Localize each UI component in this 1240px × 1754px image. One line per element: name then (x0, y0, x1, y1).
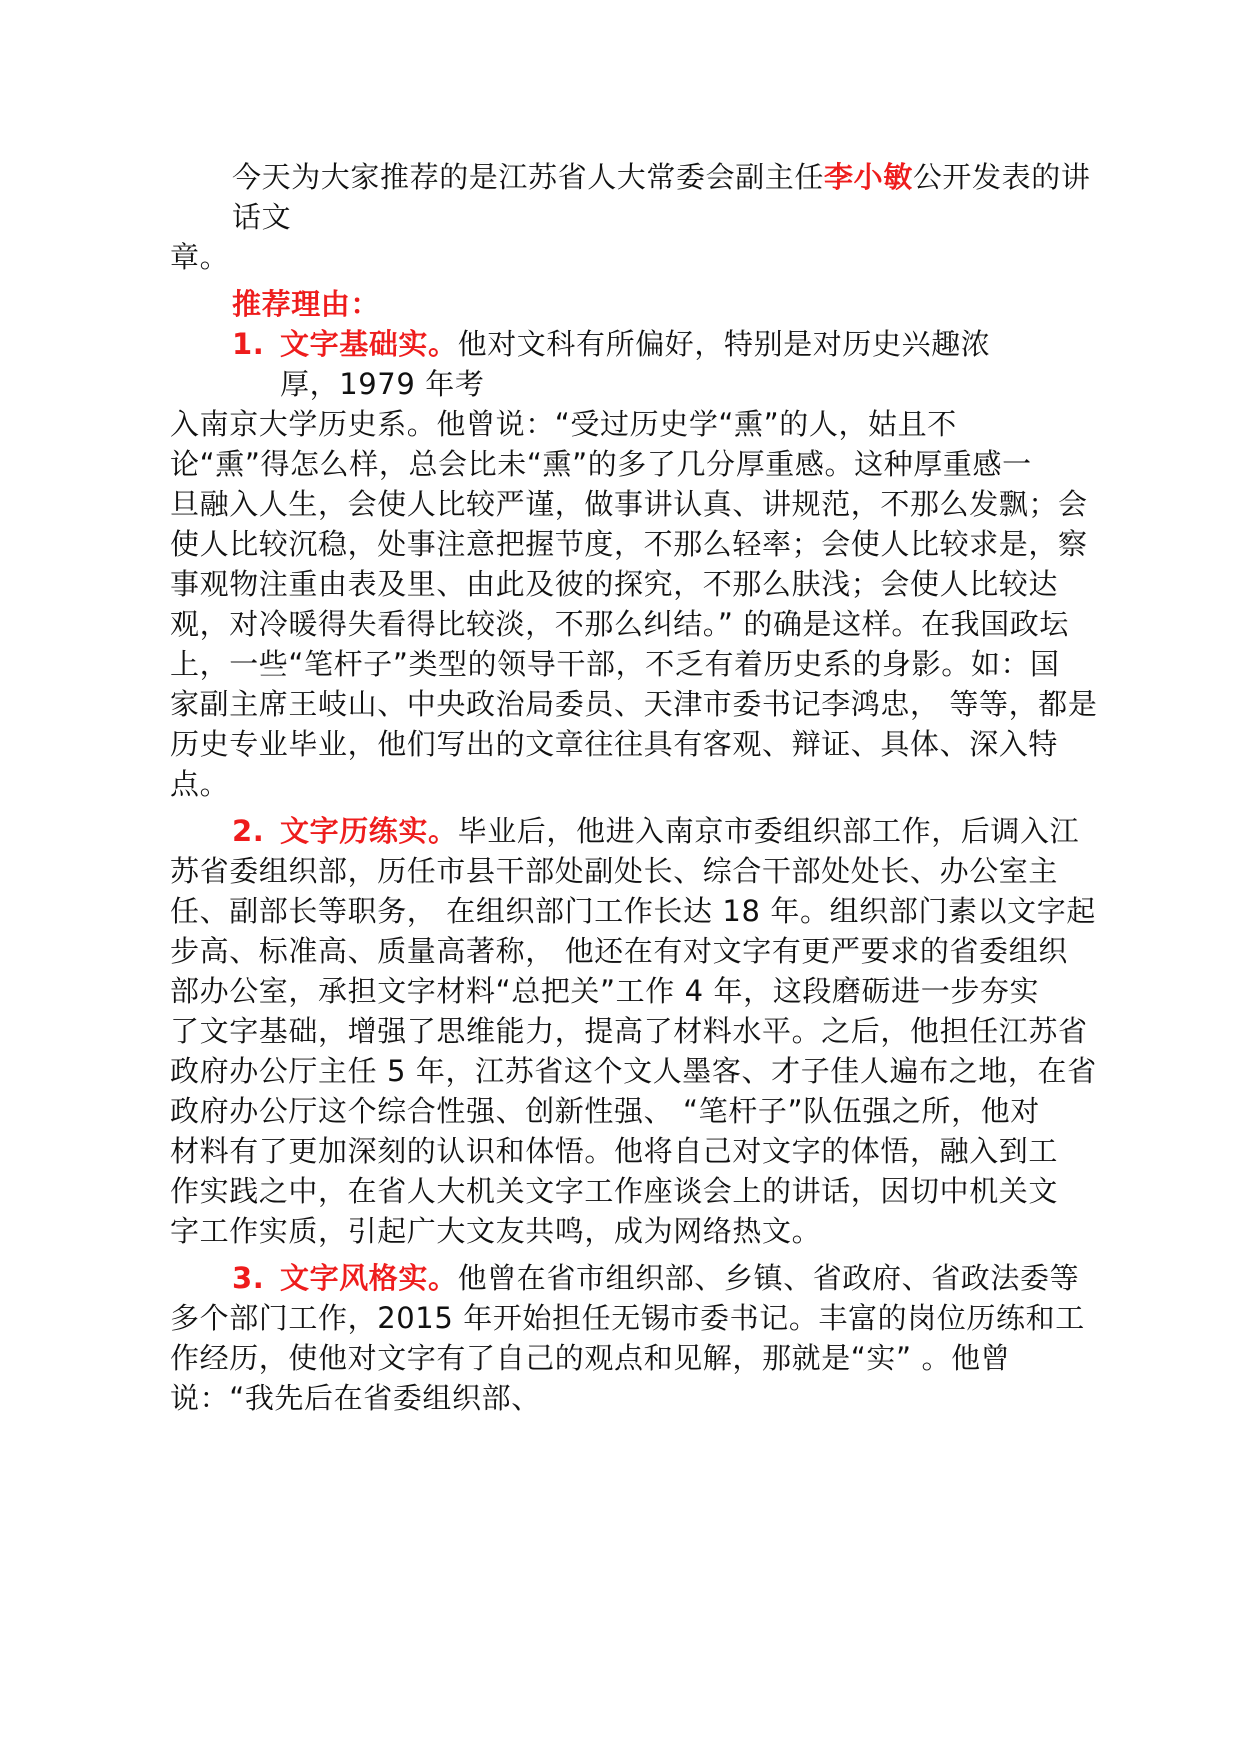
item3-line: 多个部门工作，2015 年开始担任无锡市委书记。丰富的岗位历练和工 (170, 1301, 1085, 1335)
item3-number: 3. (232, 1261, 265, 1295)
item2-line: 政府办公厅这个综合性强、创新性强、 “笔杆子”队伍强之所，他对 (170, 1094, 1040, 1128)
item1-line: 家副主席王岐山、中央政治局委员、天津市委书记李鸿忠， 等等，都是 (170, 687, 1098, 721)
item2-line: 部办公室，承担文字材料“总把关”工作 4 年，这段磨砺进一步夯实 (170, 974, 1040, 1008)
item3-line: 作经历，使他对文字有了自己的观点和见解，那就是“实” 。他曾 (170, 1341, 1011, 1375)
reasons-heading: 推荐理由： (232, 287, 381, 321)
item1-title: 文字基础实。 (280, 327, 458, 361)
person-name-highlight: 李小敏 (824, 160, 913, 194)
item2-line: 苏省委组织部，历任市县干部处副处长、综合干部处处长、办公室主 (170, 854, 1059, 888)
item1-line: 旦融入人生，会使人比较严谨，做事讲认真、讲规范，不那么发飘；会 (170, 487, 1088, 521)
intro-text-b: 公开发表的讲 (912, 160, 1091, 194)
item2-line: 材料有了更加深刻的认识和体悟。他将自己对文字的体悟，融入到工 (170, 1134, 1059, 1168)
item2-first-line (232, 810, 1079, 852)
intro-line-1 (232, 156, 1090, 198)
item2-line: 了文字基础，增强了思维能力，提高了材料水平。之后，他担任江苏省 (170, 1014, 1088, 1048)
item1-line: 事观物注重由表及里、由此及彼的探究，不那么肤浅；会使人比较达 (170, 567, 1059, 601)
item2-number: 2. (232, 814, 265, 848)
item3-title: 文字风格实。 (280, 1261, 458, 1295)
item2-line: 任、副部长等职务， 在组织部门工作长达 18 年。组织部门素以文字起 (170, 894, 1096, 928)
item2-line: 字工作实质，引起广大文友共鸣，成为网络热文。 (170, 1214, 822, 1248)
item1-line: 入南京大学历史系。他曾说：“受过历史学“熏”的人，姑且不 (170, 407, 957, 441)
item1-line: 论“熏”得怎么样，总会比未“熏”的多了几分厚重感。这种厚重感一 (170, 447, 1032, 481)
item1-first-line (232, 323, 990, 365)
intro-line-2: 话文 (232, 200, 292, 234)
item2-text: 毕业后，他进入南京市委组织部工作，后调入江 (457, 814, 1080, 848)
intro-text-a: 今天为大家推荐的是江苏省人大常委会副主任 (232, 160, 825, 194)
intro-line-3: 章。 (170, 240, 230, 274)
item2-title: 文字历练实。 (280, 814, 458, 848)
item3-line: 说：“我先后在省委组织部、 (170, 1381, 541, 1415)
item1-line: 历史专业毕业，他们写出的文章往往具有客观、辩证、具体、深入特 (170, 727, 1059, 761)
item1-line: 点。 (170, 767, 230, 801)
item2-line: 作实践之中，在省人大机关文字工作座谈会上的讲话，因切中机关文 (170, 1174, 1059, 1208)
item3-text: 他曾在省市组织部、乡镇、省政府、省政法委等 (457, 1261, 1080, 1295)
item1-line: 厚，1979 年考 (280, 367, 485, 401)
item3-first-line (232, 1257, 1079, 1299)
item1-number: 1. (232, 327, 265, 361)
item1-line: 观，对冷暖得失看得比较淡，不那么纠结。” 的确是这样。在我国政坛 (170, 607, 1069, 641)
item1-line: 使人比较沉稳，处事注意把握节度，不那么轻率；会使人比较求是，察 (170, 527, 1088, 561)
item2-line: 步高、标准高、质量高著称， 他还在有对文字有更严要求的省委组织 (170, 934, 1068, 968)
item2-line: 政府办公厅主任 5 年，江苏省这个文人墨客、才子佳人遍布之地，在省 (170, 1054, 1097, 1088)
item1-line: 上，一些“笔杆子”类型的领导干部，不乏有着历史系的身影。如：国 (170, 647, 1060, 681)
item1-text: 他对文科有所偏好，特别是对历史兴趣浓 (457, 327, 991, 361)
